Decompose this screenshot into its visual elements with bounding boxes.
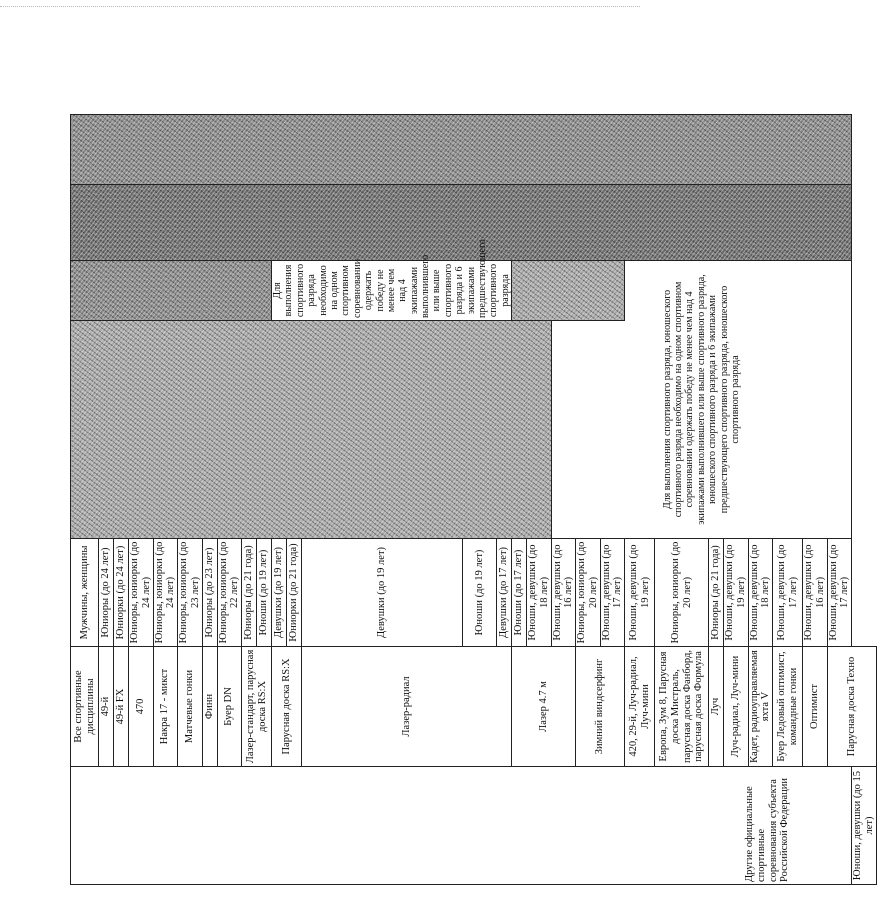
category-cell xyxy=(71,767,852,885)
discipline-cell: Кадет, радиоуправляемая яхта V xyxy=(748,646,773,766)
sport-ranks-table xyxy=(70,114,877,885)
discipline-cell: Парусная доска Техно xyxy=(827,646,876,766)
gender-cell: Юниорки (до 24 лет) xyxy=(114,538,129,646)
gender-cell: Юниорки (до 21 года) xyxy=(287,538,302,646)
discipline-cell: 420, 29-й, Луч-радиал, Луч-мини xyxy=(625,646,655,766)
discipline-cell: 49-й FX xyxy=(114,646,129,766)
header-gender: Мужчины, женщины xyxy=(71,538,99,646)
gender-cell: Девушки (до 19 лет) xyxy=(302,538,463,646)
discipline-cell: Европа, Зум 8, Парусная доска Мистраль, парусная доска Фанборд, парусная доска Формула xyxy=(655,646,709,766)
table-header-row xyxy=(71,114,99,884)
gender-cell: Юноши, девушки (до 17 лет) xyxy=(827,538,852,646)
discipline-cell: Зимний виндсерфинг xyxy=(576,646,625,766)
gender-cell: Девушки (до 17 лет) xyxy=(497,538,512,646)
gender-cell: Юниоры (до 23 лет) xyxy=(202,538,217,646)
gender-cell: Юниоры, юниорки (до 20 лет) xyxy=(655,538,709,646)
discipline-cell: Буер Ледовый оптимист, командные гонки xyxy=(773,646,803,766)
gender-cell: Юноши, девушки (до 17 лет) xyxy=(773,538,803,646)
table-row xyxy=(852,114,877,884)
gender-cell: Юниоры, юниорки (до 23 лет) xyxy=(178,538,203,646)
discipline-cell: Лазер-стандарт, парусная доска RS:X xyxy=(242,646,272,766)
gender-cell: Юноши, девушки (до 17 лет) xyxy=(600,538,625,646)
gender-cell: Юниоры (до 21 года) xyxy=(242,538,257,646)
noise-top-3 xyxy=(71,184,852,260)
rule-note-2: Для выполнения спортивного разряда, юношеского спортивного разряда необходимо на одном спортивном соревновании одержать победу не менее чем над 4 экипажами выполнившего или выше спортивного разряда, юношеского спортивного разряда и 6 экипажами предшествующего спортивного разряда, юношеского спортивного разряда xyxy=(551,260,852,538)
rule-note-1: Для выполнения спортивного разряда необходимо на одном спортивном соревновании одержать победу не менее чем над 4 экипажами выполнившего или выше спортивного разряда и 6 экипажами предшествующего спортивного разряда xyxy=(272,260,512,320)
header-sport: Все спортивные дисциплины xyxy=(71,646,99,766)
gender-cell: Юноши, девушки (до 19 лет) xyxy=(724,538,749,646)
gender-cell: Юноши, девушки (до 18 лет) xyxy=(527,538,552,646)
discipline-cell: Луч xyxy=(709,646,724,766)
gender-cell: Юноши (до 19 лет) xyxy=(257,538,272,646)
gender-cell: Юниоры, юниорки (до 20 лет) xyxy=(576,538,601,646)
gender-cell: Юноши, девушки (до 15 лет) xyxy=(852,767,877,885)
discipline-cell: Лазер-радиал xyxy=(302,646,512,766)
gender-cell: Юноши (до 19 лет) xyxy=(463,538,497,646)
discipline-cell: 470 xyxy=(129,646,154,766)
discipline-cell: Буер DN xyxy=(217,646,242,766)
gender-cell: Юноши, девушки (до 18 лет) xyxy=(748,538,773,646)
gender-cell: Девушки (до 19 лет) xyxy=(272,538,287,646)
noise-top-4 xyxy=(71,114,852,184)
discipline-cell: Парусная доска RS:X xyxy=(272,646,302,766)
discipline-cell: Оптимист xyxy=(803,646,828,766)
gender-cell: Юниоры, юниорки (до 24 лет) xyxy=(153,538,178,646)
gender-cell: Юноши (до 17 лет) xyxy=(512,538,527,646)
gender-cell: Юниоры, юниорки (до 24 лет) xyxy=(129,538,154,646)
discipline-cell: Матчевые гонки xyxy=(178,646,203,766)
noise-top-2 xyxy=(71,260,272,320)
discipline-cell: 49-й xyxy=(99,646,114,766)
gender-cell: Юноши, девушки (до 16 лет) xyxy=(803,538,828,646)
rotated-table-wrapper xyxy=(70,115,875,885)
gender-cell: Юноши, девушки (до 19 лет) xyxy=(625,538,655,646)
category-label: Другие официальные спортивные соревнования субъекта Российской Федерации xyxy=(744,778,791,882)
noise-top-1 xyxy=(71,320,552,538)
discipline-cell: Луч-радиал, Луч-мини xyxy=(724,646,749,766)
gender-cell: Юниоры (до 21 года) xyxy=(709,538,724,646)
gender-cell: Юниоры, юниорки (до 22 лет) xyxy=(217,538,242,646)
discipline-cell: Финн xyxy=(202,646,217,766)
gender-cell: Юниоры (до 24 лет) xyxy=(99,538,114,646)
discipline-cell: Накра 17 - микст xyxy=(153,646,178,766)
scan-top-edge xyxy=(0,6,640,7)
gender-cell: Юноши, девушки (до 16 лет) xyxy=(551,538,576,646)
discipline-cell: Лазер 4.7 м xyxy=(512,646,576,766)
